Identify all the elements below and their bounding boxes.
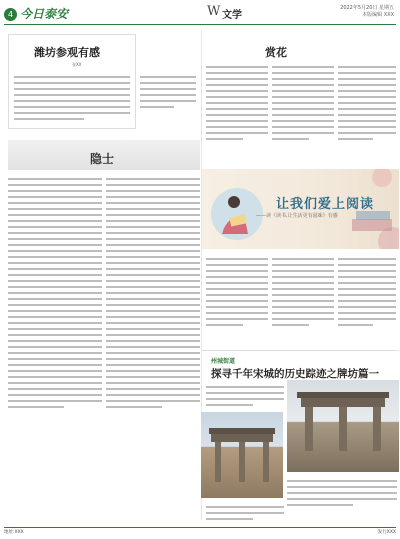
newspaper-brand: 今日泰安 [20, 7, 69, 21]
fang-col-2 [287, 476, 397, 510]
header-date: 2022年5月20日 星期五 [340, 5, 394, 11]
shanghua-col-2 [272, 62, 334, 144]
article-title-shanghua: 赏花 [265, 46, 287, 59]
archway-right-shape [287, 380, 399, 472]
shanghua-col-3 [338, 62, 396, 144]
header-meta [340, 5, 394, 19]
section-divider [202, 350, 399, 351]
section-title: 文学 [222, 10, 242, 21]
poem-text-left [14, 72, 130, 124]
reading-col-3 [338, 254, 396, 330]
footer [4, 529, 396, 535]
archway-left-shape [201, 412, 283, 498]
article-author-weifang: 张XX [72, 62, 82, 67]
page-number: 4 [4, 8, 17, 21]
fang-col-1 [206, 382, 284, 410]
yinshi-col-1 [8, 174, 102, 412]
article-title-yinshi: 隐士 [90, 152, 115, 166]
article-title-fang: 探寻千年宋城的历史踪迹之牌坊篇一 [211, 368, 379, 380]
footer-left: 地址:XXX [4, 530, 24, 535]
banner-subtitle: ——读《读书,让生活更有滋味》有感 [256, 213, 338, 219]
shanghua-col-1 [206, 62, 268, 144]
archway-photo-left [201, 412, 283, 498]
header-editor: 本版编辑 XXX [362, 12, 394, 18]
section-letter: W [207, 4, 221, 19]
yinshi-col-2 [106, 174, 200, 412]
banner-title: 让我们爱上阅读 [276, 197, 375, 212]
footer-right: 发行XXX [377, 530, 396, 535]
reading-col-1 [206, 254, 268, 330]
fang-col-3 [206, 502, 284, 524]
article-title-weifang: 潍坊参观有感 [34, 46, 100, 59]
archway-photo-right [287, 380, 399, 472]
footer-rule [4, 527, 396, 528]
header-rule [4, 24, 396, 25]
reading-col-2 [272, 254, 334, 330]
column-tag: 州城街道 [211, 358, 236, 365]
poem-text-right [140, 72, 196, 112]
